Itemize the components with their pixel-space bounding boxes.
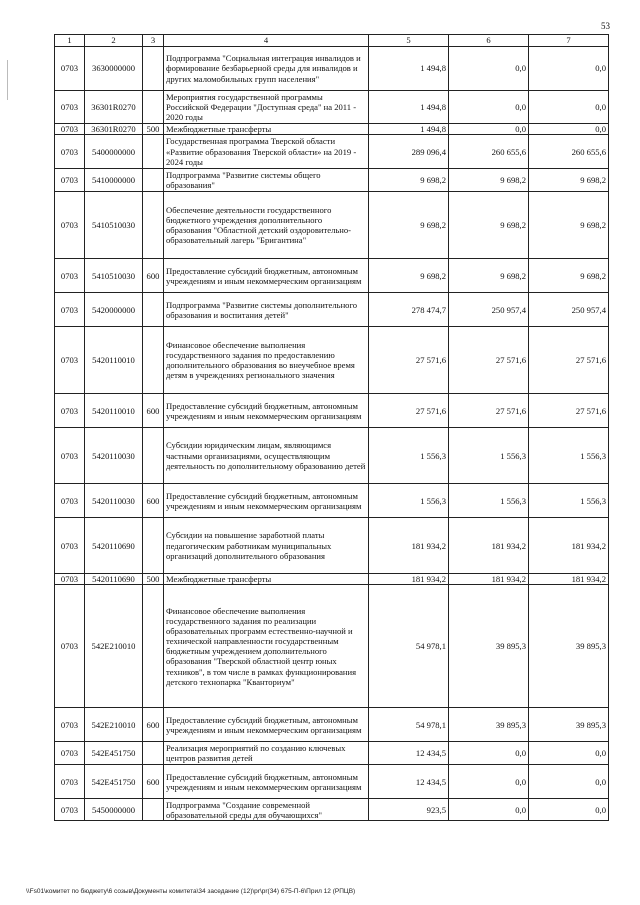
item-name-cell: Предоставление субсидий бюджетным, автономным учреждениям и иным некоммерческим организациям <box>164 394 369 428</box>
scan-margin-mark <box>7 60 8 100</box>
item-name-cell: Подпрограмма "Развитие системы дополнительного образования и воспитания детей" <box>164 293 369 327</box>
item-name-cell: Мероприятия государственной программы Российской Федерации "Доступная среда" на 2011 - 2020 годы <box>164 91 369 124</box>
amount-col7-cell: 27 571,6 <box>529 327 609 394</box>
table-row <box>55 135 609 169</box>
column-header: 1 <box>55 35 85 47</box>
item-name-cell: Подпрограмма "Развитие системы общего образования" <box>164 169 369 192</box>
table-row <box>55 47 609 91</box>
expense-type-cell: 600 <box>143 708 164 742</box>
amount-col6-cell: 27 571,6 <box>449 394 529 428</box>
section-code-cell: 0703 <box>55 135 85 169</box>
table-body <box>55 47 609 821</box>
item-name-cell: Подпрограмма "Создание современной образовательной среды для обучающихся" <box>164 799 369 821</box>
item-name-cell: Государственная программа Тверской области «Развитие образования Тверской области» на 2019 - 2024 годы <box>164 135 369 169</box>
target-article-cell: 542E451750 <box>85 742 143 765</box>
amount-col6-cell: 9 698,2 <box>449 169 529 192</box>
target-article-cell: 5410510030 <box>85 259 143 293</box>
table-row <box>55 765 609 799</box>
table-row <box>55 742 609 765</box>
item-name-cell: Финансовое обеспечение выполнения государственного задания по реализации образовательных программ естественно-научной и технической направленности государственным бюджетным учреждением дополнительного образования "Тверской областной центр юных техников", в том числе в рамках функционирования детского технопарка "Кванториум" <box>164 585 369 708</box>
amount-col6-cell: 0,0 <box>449 742 529 765</box>
expense-type-cell: 600 <box>143 765 164 799</box>
item-name-cell: Субсидии на повышение заработной платы педагогическим работникам муниципальных организаций дополнительного образования <box>164 518 369 574</box>
expense-type-cell <box>143 47 164 91</box>
table-header-row <box>55 35 609 47</box>
target-article-cell: 5400000000 <box>85 135 143 169</box>
amount-col7-cell: 0,0 <box>529 47 609 91</box>
column-header: 3 <box>143 35 164 47</box>
section-code-cell: 0703 <box>55 47 85 91</box>
amount-col6-cell: 0,0 <box>449 765 529 799</box>
section-code-cell: 0703 <box>55 518 85 574</box>
target-article-cell: 5410000000 <box>85 169 143 192</box>
amount-col6-cell: 27 571,6 <box>449 327 529 394</box>
table-row <box>55 293 609 327</box>
target-article-cell: 5420110010 <box>85 327 143 394</box>
amount-col6-cell: 9 698,2 <box>449 192 529 259</box>
amount-col6-cell: 181 934,2 <box>449 518 529 574</box>
table-row <box>55 124 609 135</box>
item-name-cell: Субсидии юридическим лицам, являющимся частными организациями, осуществляющим деятельность по дополнительному образованию детей <box>164 428 369 484</box>
table-row <box>55 428 609 484</box>
expense-type-cell: 600 <box>143 484 164 518</box>
expense-type-cell <box>143 428 164 484</box>
budget-table <box>54 34 609 821</box>
section-code-cell: 0703 <box>55 574 85 585</box>
target-article-cell: 5450000000 <box>85 799 143 821</box>
section-code-cell: 0703 <box>55 293 85 327</box>
expense-type-cell <box>143 293 164 327</box>
table-row <box>55 708 609 742</box>
amount-col5-cell: 1 556,3 <box>369 428 449 484</box>
expense-type-cell <box>143 169 164 192</box>
amount-col7-cell: 0,0 <box>529 124 609 135</box>
item-name-cell: Предоставление субсидий бюджетным, автономным учреждениям и иным некоммерческим организациям <box>164 765 369 799</box>
expense-type-cell <box>143 799 164 821</box>
table-row <box>55 799 609 821</box>
amount-col6-cell: 39 895,3 <box>449 708 529 742</box>
amount-col5-cell: 181 934,2 <box>369 574 449 585</box>
table-row <box>55 585 609 708</box>
item-name-cell: Финансовое обеспечение выполнения государственного задания по предоставлению дополнительного образования во внеучебное время детям в учреждениях регионального значения <box>164 327 369 394</box>
amount-col5-cell: 278 474,7 <box>369 293 449 327</box>
table-row <box>55 192 609 259</box>
section-code-cell: 0703 <box>55 91 85 124</box>
amount-col5-cell: 181 934,2 <box>369 518 449 574</box>
target-article-cell: 36301R0270 <box>85 91 143 124</box>
target-article-cell: 542E451750 <box>85 765 143 799</box>
section-code-cell: 0703 <box>55 742 85 765</box>
target-article-cell: 5420000000 <box>85 293 143 327</box>
amount-col6-cell: 260 655,6 <box>449 135 529 169</box>
amount-col5-cell: 1 494,8 <box>369 47 449 91</box>
target-article-cell: 3630000000 <box>85 47 143 91</box>
amount-col7-cell: 9 698,2 <box>529 169 609 192</box>
amount-col5-cell: 54 978,1 <box>369 708 449 742</box>
item-name-cell: Предоставление субсидий бюджетным, автономным учреждениям и иным некоммерческим организациям <box>164 708 369 742</box>
amount-col7-cell: 9 698,2 <box>529 192 609 259</box>
amount-col5-cell: 54 978,1 <box>369 585 449 708</box>
amount-col7-cell: 39 895,3 <box>529 708 609 742</box>
amount-col7-cell: 181 934,2 <box>529 574 609 585</box>
section-code-cell: 0703 <box>55 259 85 293</box>
expense-type-cell <box>143 135 164 169</box>
amount-col7-cell: 27 571,6 <box>529 394 609 428</box>
section-code-cell: 0703 <box>55 484 85 518</box>
amount-col6-cell: 0,0 <box>449 124 529 135</box>
amount-col6-cell: 0,0 <box>449 799 529 821</box>
expense-type-cell: 600 <box>143 259 164 293</box>
amount-col5-cell: 1 494,8 <box>369 124 449 135</box>
amount-col5-cell: 923,5 <box>369 799 449 821</box>
target-article-cell: 36301R0270 <box>85 124 143 135</box>
target-article-cell: 5420110690 <box>85 574 143 585</box>
page-number: 53 <box>601 21 610 31</box>
section-code-cell: 0703 <box>55 169 85 192</box>
amount-col5-cell: 1 556,3 <box>369 484 449 518</box>
target-article-cell: 542E210010 <box>85 708 143 742</box>
amount-col7-cell: 1 556,3 <box>529 484 609 518</box>
column-header: 5 <box>369 35 449 47</box>
amount-col7-cell: 181 934,2 <box>529 518 609 574</box>
expense-type-cell: 600 <box>143 394 164 428</box>
expense-type-cell <box>143 327 164 394</box>
expense-type-cell <box>143 518 164 574</box>
amount-col7-cell: 0,0 <box>529 765 609 799</box>
amount-col7-cell: 260 655,6 <box>529 135 609 169</box>
table-row <box>55 484 609 518</box>
item-name-cell: Предоставление субсидий бюджетным, автономным учреждениям и иным некоммерческим организациям <box>164 259 369 293</box>
item-name-cell: Подпрограмма "Социальная интеграция инвалидов и формирование безбарьерной среды для инвалидов и других маломобильных групп населения" <box>164 47 369 91</box>
amount-col6-cell: 181 934,2 <box>449 574 529 585</box>
section-code-cell: 0703 <box>55 327 85 394</box>
amount-col5-cell: 1 494,8 <box>369 91 449 124</box>
column-header: 6 <box>449 35 529 47</box>
amount-col6-cell: 0,0 <box>449 91 529 124</box>
table-row <box>55 169 609 192</box>
expense-type-cell <box>143 91 164 124</box>
expense-type-cell <box>143 192 164 259</box>
item-name-cell: Предоставление субсидий бюджетным, автономным учреждениям и иным некоммерческим организациям <box>164 484 369 518</box>
amount-col7-cell: 39 895,3 <box>529 585 609 708</box>
section-code-cell: 0703 <box>55 585 85 708</box>
amount-col6-cell: 9 698,2 <box>449 259 529 293</box>
table-row <box>55 574 609 585</box>
amount-col7-cell: 0,0 <box>529 742 609 765</box>
amount-col5-cell: 9 698,2 <box>369 169 449 192</box>
amount-col6-cell: 1 556,3 <box>449 428 529 484</box>
item-name-cell: Реализация мероприятий по созданию ключевых центров развития детей <box>164 742 369 765</box>
item-name-cell: Обеспечение деятельности государственного бюджетного учреждения дополнительного образования "Областной детский оздоровительно-образовательный лагерь "Бригантина" <box>164 192 369 259</box>
target-article-cell: 5420110010 <box>85 394 143 428</box>
amount-col7-cell: 250 957,4 <box>529 293 609 327</box>
amount-col5-cell: 12 434,5 <box>369 742 449 765</box>
target-article-cell: 5420110690 <box>85 518 143 574</box>
table-row <box>55 259 609 293</box>
target-article-cell: 5410510030 <box>85 192 143 259</box>
amount-col5-cell: 289 096,4 <box>369 135 449 169</box>
table-row <box>55 327 609 394</box>
section-code-cell: 0703 <box>55 192 85 259</box>
amount-col7-cell: 0,0 <box>529 91 609 124</box>
amount-col5-cell: 9 698,2 <box>369 192 449 259</box>
expense-type-cell: 500 <box>143 124 164 135</box>
section-code-cell: 0703 <box>55 799 85 821</box>
amount-col5-cell: 27 571,6 <box>369 394 449 428</box>
item-name-cell: Межбюджетные трансферты <box>164 574 369 585</box>
column-header: 2 <box>85 35 143 47</box>
section-code-cell: 0703 <box>55 765 85 799</box>
section-code-cell: 0703 <box>55 394 85 428</box>
footer-file-path: \\Fs01\комитет по бюджету\6 созыв\Документы комитета\34 заседание (12)\pr\pr(34) 675-П-6\Прил 12 (РПЦВ) <box>26 888 356 895</box>
target-article-cell: 5420110030 <box>85 428 143 484</box>
expense-type-cell: 500 <box>143 574 164 585</box>
amount-col7-cell: 0,0 <box>529 799 609 821</box>
table-row <box>55 394 609 428</box>
target-article-cell: 5420110030 <box>85 484 143 518</box>
column-header: 7 <box>529 35 609 47</box>
amount-col6-cell: 250 957,4 <box>449 293 529 327</box>
expense-type-cell <box>143 585 164 708</box>
table-row <box>55 91 609 124</box>
table-row <box>55 518 609 574</box>
item-name-cell: Межбюджетные трансферты <box>164 124 369 135</box>
amount-col5-cell: 9 698,2 <box>369 259 449 293</box>
column-header: 4 <box>164 35 369 47</box>
expense-type-cell <box>143 742 164 765</box>
amount-col5-cell: 27 571,6 <box>369 327 449 394</box>
section-code-cell: 0703 <box>55 428 85 484</box>
amount-col6-cell: 39 895,3 <box>449 585 529 708</box>
amount-col6-cell: 0,0 <box>449 47 529 91</box>
amount-col7-cell: 1 556,3 <box>529 428 609 484</box>
amount-col7-cell: 9 698,2 <box>529 259 609 293</box>
section-code-cell: 0703 <box>55 708 85 742</box>
section-code-cell: 0703 <box>55 124 85 135</box>
amount-col6-cell: 1 556,3 <box>449 484 529 518</box>
target-article-cell: 542E210010 <box>85 585 143 708</box>
amount-col5-cell: 12 434,5 <box>369 765 449 799</box>
